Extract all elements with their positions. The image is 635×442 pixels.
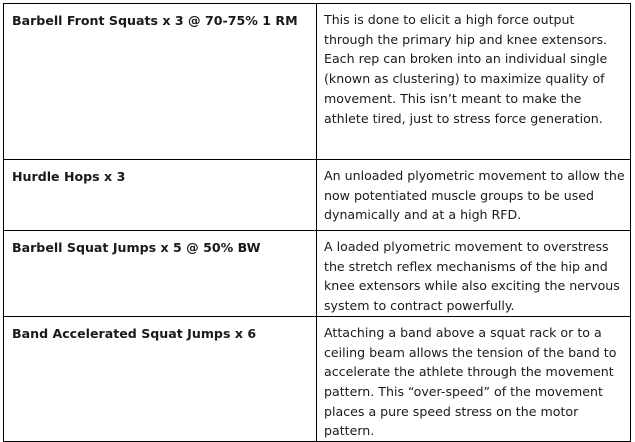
exercise-name: Barbell Squat Jumps x 5 @ 50% BW xyxy=(12,240,261,255)
exercise-description-cell xyxy=(317,4,631,160)
exercise-description: This is done to elicit a high force output through the primary hip and knee extensors. Each rep can broken into an individual single (known as clustering) to maximize quality of movement. This isn’t meant to make the athlete tired, just to stress force generation. xyxy=(324,12,608,126)
exercise-name-cell xyxy=(4,160,317,231)
exercise-name: Hurdle Hops x 3 xyxy=(12,169,126,184)
exercise-description: An unloaded plyometric movement to allow the now potentiated muscle groups to be used dynamically and at a high RFD. xyxy=(324,168,625,223)
exercise-name: Band Accelerated Squat Jumps x 6 xyxy=(12,325,257,341)
table-row xyxy=(4,316,631,441)
exercise-name-cell xyxy=(4,316,317,441)
exercise-table xyxy=(3,3,631,442)
exercise-name-cell xyxy=(4,4,317,160)
table-row xyxy=(4,160,631,231)
exercise-description-cell xyxy=(317,231,631,317)
table-row xyxy=(4,231,631,317)
exercise-name: Barbell Front Squats x 3 @ 70-75% 1 RM xyxy=(12,13,298,28)
exercise-description-cell xyxy=(317,316,631,441)
exercise-description-cell xyxy=(317,160,631,231)
table-row xyxy=(4,4,631,160)
exercise-description: A loaded plyometric movement to overstress the stretch reflex mechanisms of the hip and knee extensors while also exciting the nervous system to contract powerfully. xyxy=(324,239,620,314)
exercise-name-cell xyxy=(4,231,317,317)
exercise-description: Attaching a band above a squat rack or to a ceiling beam allows the tension of the band to accelerate the athlete through the movement pattern. This “over-speed” of the movement places a pure speed stress on the motor pattern. xyxy=(324,324,617,439)
